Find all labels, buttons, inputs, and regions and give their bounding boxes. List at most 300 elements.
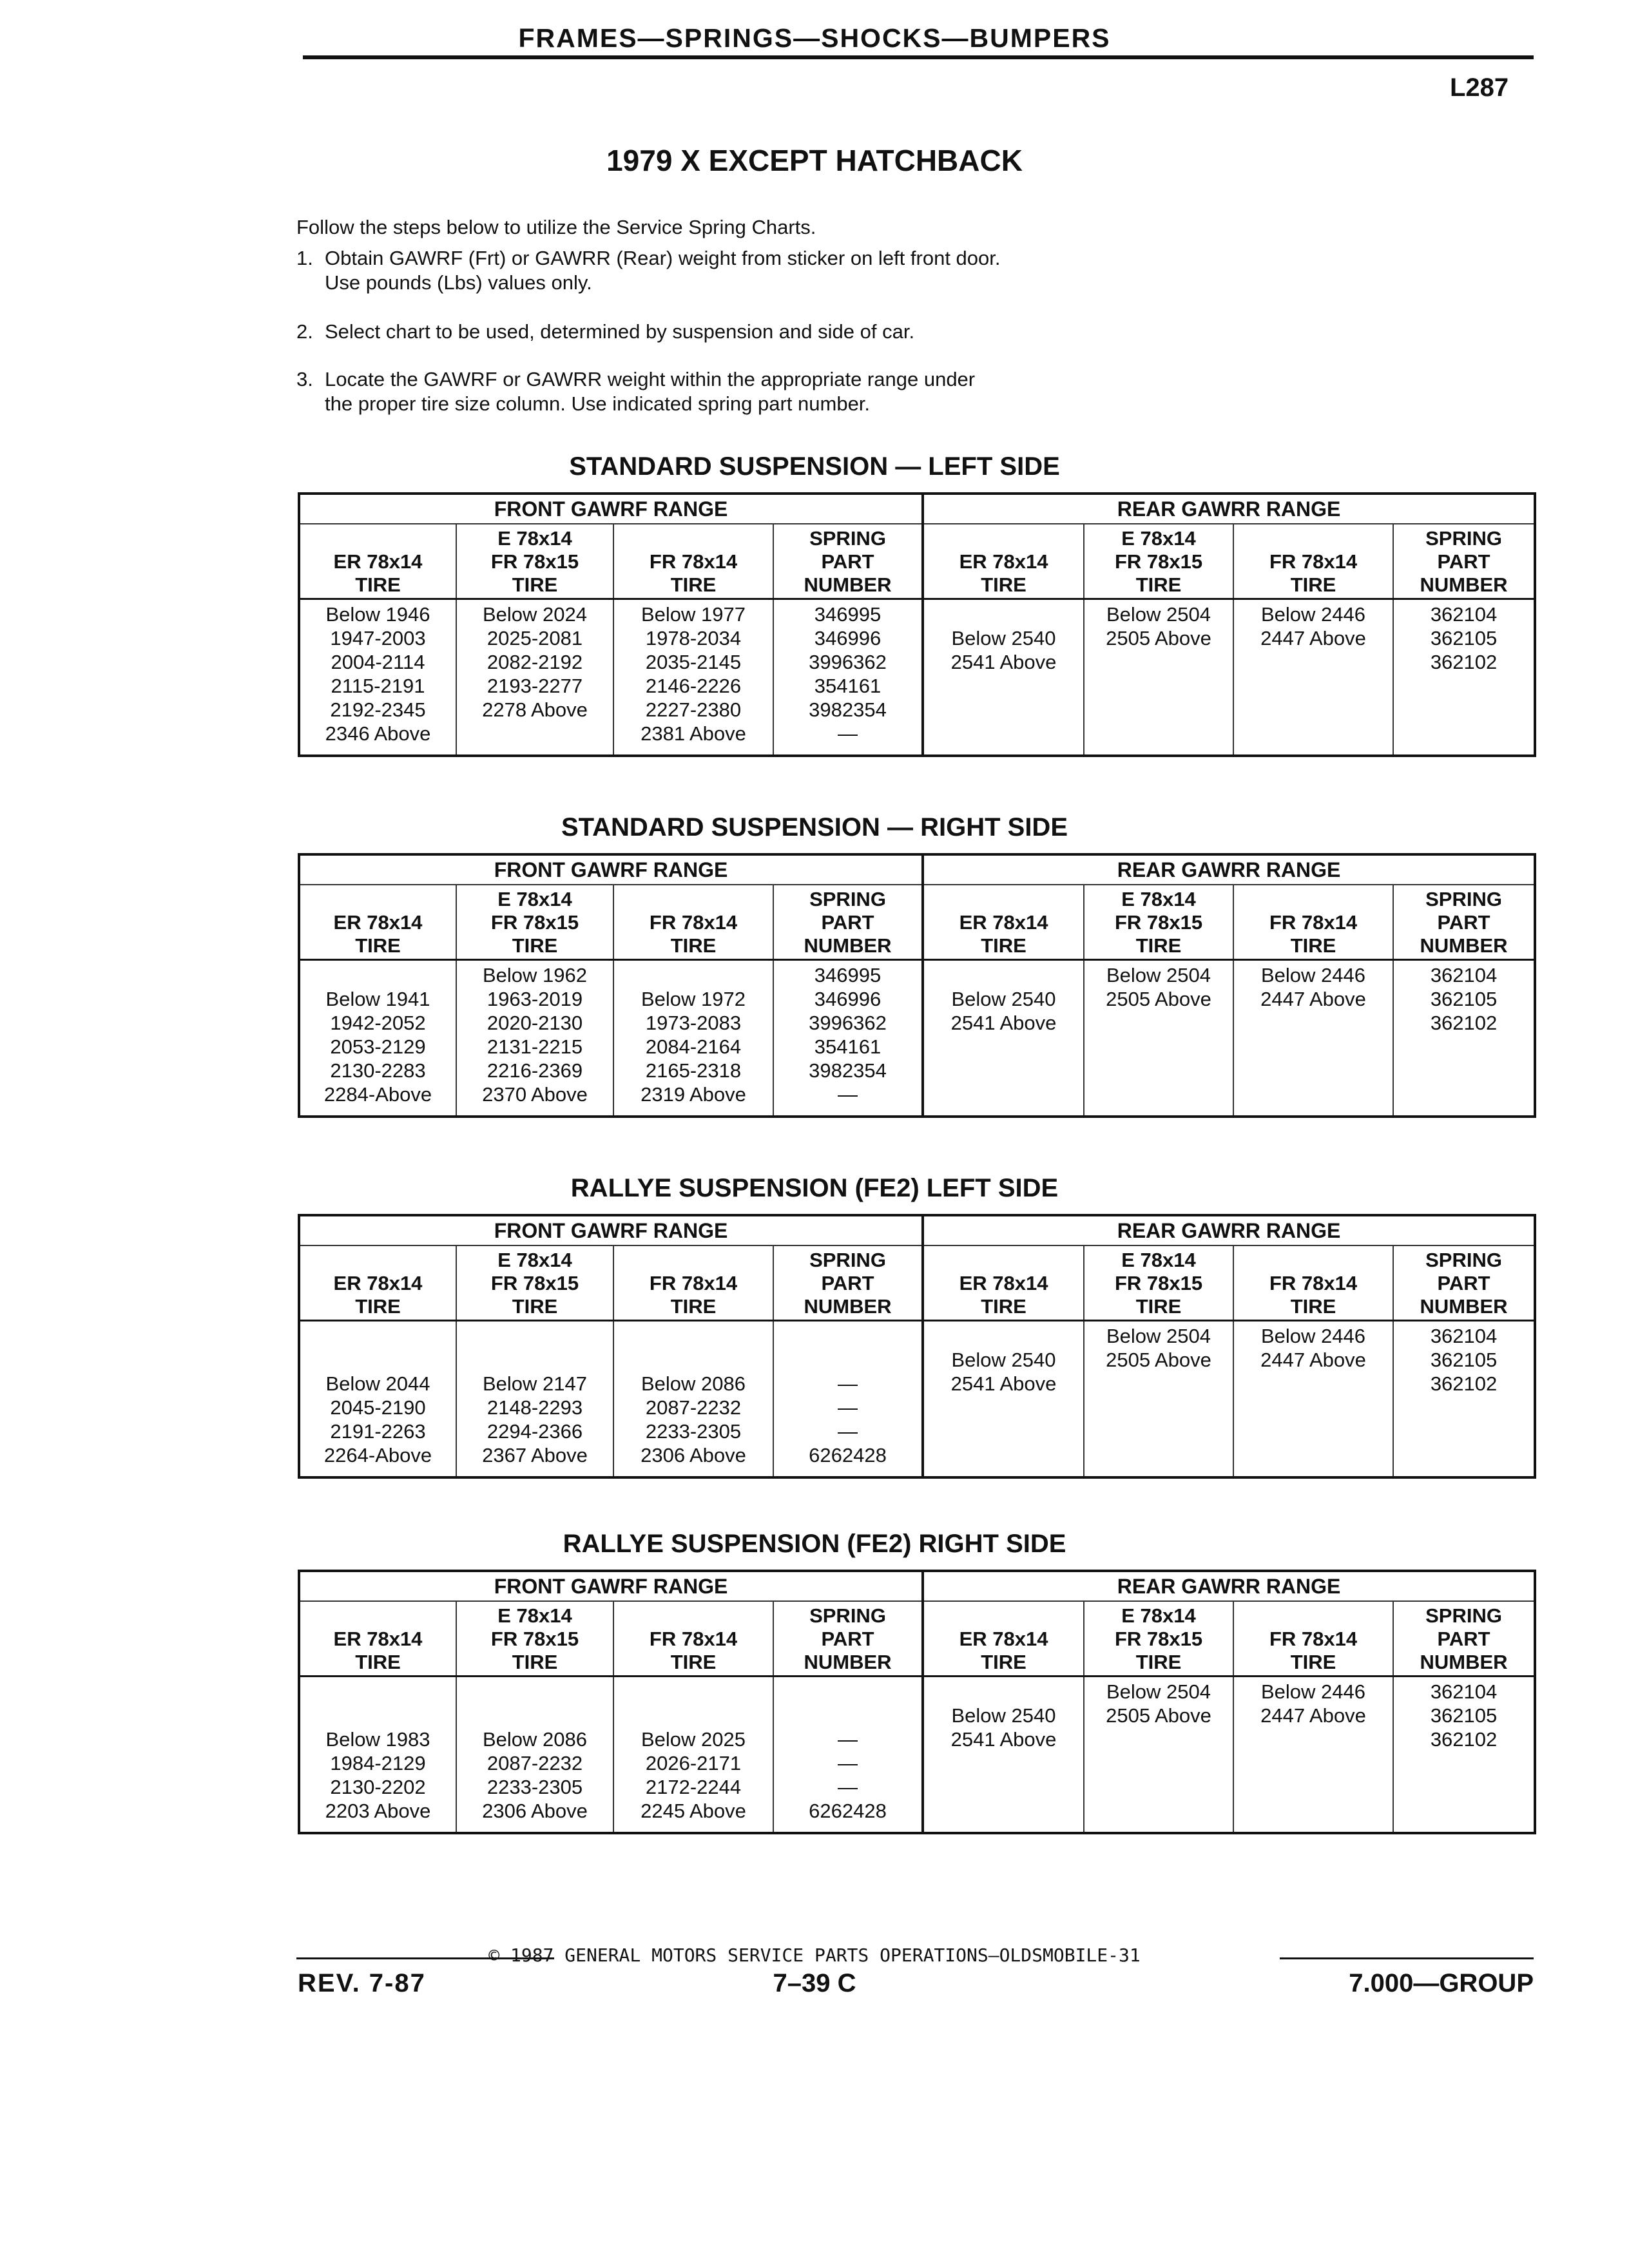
front-column-header xyxy=(773,524,923,599)
spring-chart-table xyxy=(298,1214,1536,1479)
spring-table-cell xyxy=(459,722,610,745)
column-header-line: NUMBER xyxy=(1420,1295,1508,1318)
step-number: 2. xyxy=(296,320,313,343)
spring-table-cell: 362105 xyxy=(1430,627,1498,649)
column-header-line xyxy=(1237,1604,1390,1628)
spring-table-cell xyxy=(1396,674,1531,698)
spring-table-cell xyxy=(776,1324,919,1348)
rear-column-header xyxy=(1084,885,1233,960)
spring-table-cell: 1963-2019 xyxy=(487,988,583,1010)
column-header-line: TIRE xyxy=(670,573,717,596)
spring-table-cell xyxy=(1237,1372,1390,1396)
footer-group: 7.000—GROUP xyxy=(1349,1969,1534,1997)
column-header-line: SPRING xyxy=(1425,1249,1502,1271)
spring-table-cell xyxy=(776,1704,919,1727)
spring-table-cell: Below 2540 xyxy=(951,988,1056,1010)
spring-table-cell: Below 2504 xyxy=(1106,964,1211,986)
column-header-line: E 78x14 xyxy=(1121,1604,1196,1627)
spring-table-cell: Below 2446 xyxy=(1261,1325,1366,1347)
spring-table-cell xyxy=(459,1324,610,1348)
spring-table-cell: Below 2446 xyxy=(1261,964,1366,986)
column-header-line: ER 78x14 xyxy=(959,1628,1048,1650)
spring-table-cell: 362102 xyxy=(1430,1372,1498,1395)
footer-page-number: 7–39 C xyxy=(773,1969,856,1997)
spring-table-cell: 2227-2380 xyxy=(645,698,742,721)
rear-value-column xyxy=(923,1321,1084,1478)
rear-value-column xyxy=(1393,1677,1535,1834)
front-column-header xyxy=(456,885,613,960)
spring-table-cell: 2084-2164 xyxy=(645,1035,742,1058)
spring-table-cell: Below 2540 xyxy=(951,1704,1056,1727)
rear-column-header xyxy=(1084,524,1233,599)
column-header-line: TIRE xyxy=(355,934,401,957)
spring-table-cell: 2191-2263 xyxy=(330,1420,426,1443)
column-header-line: PART xyxy=(1437,550,1490,573)
front-gawrf-range-header: FRONT GAWRF RANGE xyxy=(299,1215,923,1245)
rear-gawrr-range-header: REAR GAWRR RANGE xyxy=(923,1571,1535,1601)
column-header-line xyxy=(1237,527,1390,550)
rear-gawrr-range-header: REAR GAWRR RANGE xyxy=(923,1215,1535,1245)
column-header-line: ER 78x14 xyxy=(333,1628,423,1650)
rear-column-header xyxy=(1393,524,1535,599)
footer-revision: REV. 7-87 xyxy=(298,1969,426,1997)
spring-table-cell: Below 2504 xyxy=(1106,1325,1211,1347)
column-header-line: TIRE xyxy=(512,573,558,596)
instruction-step xyxy=(296,367,1070,445)
column-header-line: FR 78x15 xyxy=(490,1272,579,1294)
rear-column-header xyxy=(1084,1245,1233,1321)
spring-table-cell: — xyxy=(838,1752,858,1774)
front-value-column xyxy=(773,599,923,756)
front-gawrf-range-header: FRONT GAWRF RANGE xyxy=(299,854,923,885)
spring-table-cell: 2447 Above xyxy=(1260,1349,1366,1371)
rear-value-column xyxy=(1393,599,1535,756)
rear-value-column xyxy=(1084,599,1233,756)
spring-table-cell: 354161 xyxy=(814,1035,882,1058)
column-header-line: TIRE xyxy=(670,1651,717,1673)
spring-table-cell: 346995 xyxy=(814,603,882,626)
spring-table-cell xyxy=(776,1680,919,1704)
column-header-line xyxy=(617,888,770,911)
front-column-header xyxy=(773,885,923,960)
chart-title: STANDARD SUSPENSION — LEFT SIDE xyxy=(569,452,1060,481)
spring-table-cell xyxy=(1087,698,1230,722)
column-header-line: TIRE xyxy=(981,1651,1027,1673)
spring-table-cell xyxy=(1396,1443,1531,1467)
column-header-line: E 78x14 xyxy=(497,888,572,910)
front-value-column xyxy=(456,960,613,1117)
column-header-line: TIRE xyxy=(981,573,1027,596)
spring-table-cell: 2541 Above xyxy=(950,1372,1057,1395)
spring-table-cell: Below 1977 xyxy=(641,603,746,626)
spring-table-cell: 2004-2114 xyxy=(331,651,425,673)
front-value-column xyxy=(613,1321,773,1478)
spring-table-cell: Below 2446 xyxy=(1261,603,1366,626)
spring-table-cell xyxy=(927,1059,1081,1082)
rear-column-header xyxy=(1233,885,1393,960)
spring-table-cell xyxy=(1237,722,1390,745)
step-text: Locate the GAWRF or GAWRR weight within the appropriate range under the proper tire size column. Use indicated spring part number. xyxy=(325,368,976,415)
front-gawrf-range-header: FRONT GAWRF RANGE xyxy=(299,1571,923,1601)
spring-table-cell xyxy=(1396,698,1531,722)
column-header-line: FR 78x14 xyxy=(1269,911,1358,934)
rear-column-header xyxy=(923,524,1084,599)
column-header-line: FR 78x15 xyxy=(1114,550,1203,573)
column-header-line: FR 78x14 xyxy=(649,1272,738,1294)
column-header-line: SPRING xyxy=(1425,1604,1502,1627)
spring-table-cell xyxy=(1396,722,1531,745)
column-header-line: TIRE xyxy=(355,1295,401,1318)
spring-table-cell: — xyxy=(838,1776,858,1798)
spring-table-cell: — xyxy=(838,1372,858,1395)
column-header-line: TIRE xyxy=(1135,934,1182,957)
document-title: 1979 X EXCEPT HATCHBACK xyxy=(606,144,1023,177)
rear-value-column xyxy=(1393,1321,1535,1478)
instruction-step xyxy=(296,246,1070,298)
column-header-line xyxy=(303,527,453,550)
spring-table-cell: 2115-2191 xyxy=(331,675,425,697)
column-header-line: SPRING xyxy=(1425,527,1502,550)
instruction-step xyxy=(296,320,1070,345)
spring-table-cell xyxy=(1087,1419,1230,1443)
spring-table-cell: 2131-2215 xyxy=(487,1035,583,1058)
front-column-header xyxy=(456,1245,613,1321)
spring-table-cell: 1978-2034 xyxy=(645,627,742,649)
column-header-line: NUMBER xyxy=(1420,1651,1508,1673)
spring-table-cell: — xyxy=(838,1083,858,1106)
front-column-header xyxy=(456,524,613,599)
spring-table-cell: 2447 Above xyxy=(1260,1704,1366,1727)
column-header-line: TIRE xyxy=(1135,1295,1182,1318)
spring-table-cell: 1947-2003 xyxy=(330,627,426,649)
spring-table-cell: 2447 Above xyxy=(1260,627,1366,649)
column-header-line: ER 78x14 xyxy=(959,1272,1048,1294)
front-value-column xyxy=(613,960,773,1117)
section-header-title: FRAMES—SPRINGS—SHOCKS—BUMPERS xyxy=(518,23,1111,53)
spring-table-cell xyxy=(1237,650,1390,674)
column-header-line: E 78x14 xyxy=(497,1604,572,1627)
rear-value-column xyxy=(1393,960,1535,1117)
spring-table-cell: 1973-2083 xyxy=(645,1012,742,1034)
spring-chart-table xyxy=(298,492,1536,757)
column-header-line xyxy=(927,1604,1081,1628)
spring-table-cell: 3996362 xyxy=(809,1012,887,1034)
spring-table-cell: 2025-2081 xyxy=(487,627,583,649)
column-header-line: TIRE xyxy=(981,934,1027,957)
spring-table-cell xyxy=(303,1324,453,1348)
spring-table-cell: 362104 xyxy=(1430,1325,1498,1347)
spring-table-cell xyxy=(1087,722,1230,745)
spring-table-cell xyxy=(1237,1396,1390,1419)
front-column-header xyxy=(613,885,773,960)
spring-table-cell: 2306 Above xyxy=(482,1800,588,1822)
column-header-line: TIRE xyxy=(1290,934,1336,957)
column-header-line: FR 78x15 xyxy=(1114,911,1203,934)
spring-table-cell: 2381 Above xyxy=(641,722,746,745)
rear-value-column xyxy=(1084,1321,1233,1478)
spring-table-cell: 2319 Above xyxy=(641,1083,746,1106)
spring-table-cell xyxy=(617,963,770,987)
spring-table-cell xyxy=(1237,1727,1390,1751)
spring-table-cell: 1984-2129 xyxy=(330,1752,426,1774)
header-rule xyxy=(303,55,1534,59)
column-header-line: E 78x14 xyxy=(1121,1249,1196,1271)
spring-table-cell: 2053-2129 xyxy=(330,1035,426,1058)
spring-table-cell: — xyxy=(838,1420,858,1443)
front-value-column xyxy=(299,599,456,756)
spring-table-cell xyxy=(617,1680,770,1704)
spring-chart-table xyxy=(298,1570,1536,1834)
spring-table-cell xyxy=(303,1348,453,1372)
spring-table-cell xyxy=(1237,698,1390,722)
spring-table-cell xyxy=(1087,1799,1230,1823)
instructions-intro: Follow the steps below to utilize the Service Spring Charts. xyxy=(296,216,816,238)
rear-value-column xyxy=(923,1677,1084,1834)
column-header-line: TIRE xyxy=(981,1295,1027,1318)
column-header-line: TIRE xyxy=(670,1295,717,1318)
spring-table-cell: 3996362 xyxy=(809,651,887,673)
spring-table-cell xyxy=(927,1324,1081,1348)
column-header-line: FR 78x14 xyxy=(1269,550,1358,573)
spring-table-cell: — xyxy=(838,1728,858,1751)
column-header-line xyxy=(617,1604,770,1628)
spring-table-cell xyxy=(1396,1751,1531,1775)
spring-table-cell xyxy=(1087,1059,1230,1082)
front-column-header xyxy=(456,1601,613,1677)
spring-table-cell xyxy=(459,1704,610,1727)
rear-value-column xyxy=(1233,599,1393,756)
rear-value-column xyxy=(1233,1677,1393,1834)
spring-table-cell xyxy=(1237,1799,1390,1823)
column-header-line xyxy=(1237,888,1390,911)
rear-column-header xyxy=(1084,1601,1233,1677)
spring-table-cell xyxy=(1396,1059,1531,1082)
spring-table-cell: 362105 xyxy=(1430,1704,1498,1727)
spring-table-cell: 362105 xyxy=(1430,988,1498,1010)
column-header-line: FR 78x15 xyxy=(1114,1628,1203,1650)
spring-table-cell: 2233-2305 xyxy=(487,1776,583,1798)
chart-title: RALLYE SUSPENSION (FE2) RIGHT SIDE xyxy=(563,1530,1066,1558)
column-header-line xyxy=(1237,1249,1390,1272)
column-header-line: E 78x14 xyxy=(497,527,572,550)
spring-table-cell: 2045-2190 xyxy=(330,1396,426,1419)
rear-column-header xyxy=(923,885,1084,960)
spring-table-cell: — xyxy=(838,722,858,745)
column-header-line: PART xyxy=(1437,1628,1490,1650)
spring-table-cell xyxy=(459,1680,610,1704)
front-value-column xyxy=(299,960,456,1117)
spring-table-cell: Below 2540 xyxy=(951,627,1056,649)
spring-table-cell xyxy=(927,1443,1081,1467)
spring-table-cell xyxy=(1237,1059,1390,1082)
spring-table-cell xyxy=(1237,1775,1390,1799)
spring-table-cell xyxy=(617,1704,770,1727)
column-header-line xyxy=(927,888,1081,911)
spring-table-cell: 2026-2171 xyxy=(645,1752,742,1774)
rear-column-header xyxy=(1233,1601,1393,1677)
spring-table-cell xyxy=(303,1704,453,1727)
rear-column-header xyxy=(923,1245,1084,1321)
step-number: 3. xyxy=(296,368,313,390)
column-header-line: PART xyxy=(821,911,874,934)
spring-table-cell xyxy=(1087,1035,1230,1059)
spring-table-cell xyxy=(1396,1035,1531,1059)
spring-table-cell xyxy=(927,674,1081,698)
spring-chart-table xyxy=(298,853,1536,1118)
spring-table-cell xyxy=(1237,1751,1390,1775)
column-header-line: FR 78x15 xyxy=(490,911,579,934)
spring-table-cell: Below 2025 xyxy=(641,1728,746,1751)
spring-table-cell: 2165-2318 xyxy=(645,1059,742,1082)
spring-table-cell: 2233-2305 xyxy=(645,1420,742,1443)
spring-table-cell xyxy=(927,1751,1081,1775)
front-column-header xyxy=(613,1245,773,1321)
chart-title: RALLYE SUSPENSION (FE2) LEFT SIDE xyxy=(570,1174,1059,1202)
front-value-column xyxy=(456,599,613,756)
spring-table-cell: 362102 xyxy=(1430,1728,1498,1751)
spring-table-cell: Below 1962 xyxy=(482,964,587,986)
step-text: Obtain GAWRF (Frt) or GAWRR (Rear) weight from sticker on left front door. Use pounds (Lbs) values only. xyxy=(325,247,1001,294)
spring-table-cell: Below 1946 xyxy=(325,603,430,626)
spring-table-cell: 2130-2202 xyxy=(330,1776,426,1798)
spring-table-cell xyxy=(927,722,1081,745)
spring-table-cell: Below 2086 xyxy=(641,1372,746,1395)
column-header-line: TIRE xyxy=(512,1651,558,1673)
footer-copyright: © 1987 GENERAL MOTORS SERVICE PARTS OPERATIONS—OLDSMOBILE-31 xyxy=(488,1945,1141,1966)
spring-table-cell xyxy=(1396,1419,1531,1443)
column-header-line: NUMBER xyxy=(804,573,892,596)
spring-table-cell: 2130-2283 xyxy=(330,1059,426,1082)
spring-table-cell xyxy=(303,963,453,987)
spring-table-cell: 2306 Above xyxy=(641,1444,746,1466)
front-column-header xyxy=(299,524,456,599)
spring-table-cell xyxy=(1087,1011,1230,1035)
step-text: Select chart to be used, determined by suspension and side of car. xyxy=(325,320,915,343)
spring-table-cell xyxy=(927,1799,1081,1823)
column-header-line xyxy=(617,527,770,550)
spring-table-cell xyxy=(1087,674,1230,698)
spring-table-cell: 6262428 xyxy=(809,1800,887,1822)
rear-value-column xyxy=(1233,1321,1393,1478)
spring-table-cell: 3982354 xyxy=(809,698,887,721)
column-header-line: FR 78x14 xyxy=(649,911,738,934)
spring-table-cell: Below 1941 xyxy=(325,988,430,1010)
column-header-line: SPRING xyxy=(809,1249,886,1271)
spring-table-cell: Below 1972 xyxy=(641,988,746,1010)
spring-table-cell xyxy=(459,1348,610,1372)
spring-table-cell: 2370 Above xyxy=(482,1083,588,1106)
spring-table-cell xyxy=(927,602,1081,626)
rear-column-header xyxy=(1233,524,1393,599)
spring-table-cell xyxy=(1087,1396,1230,1419)
rear-gawrr-range-header: REAR GAWRR RANGE xyxy=(923,494,1535,524)
rear-value-column xyxy=(1084,1677,1233,1834)
spring-table-cell: Below 2504 xyxy=(1106,1680,1211,1703)
spring-table-cell: 2278 Above xyxy=(482,698,588,721)
front-value-column xyxy=(456,1677,613,1834)
spring-table-cell xyxy=(1087,1372,1230,1396)
spring-table-cell: Below 1983 xyxy=(325,1728,430,1751)
column-header-line: ER 78x14 xyxy=(959,550,1048,573)
spring-table-cell: 2148-2293 xyxy=(487,1396,583,1419)
column-header-line: FR 78x14 xyxy=(649,550,738,573)
spring-table-cell: 2541 Above xyxy=(950,1012,1057,1034)
spring-table-cell: 2193-2277 xyxy=(487,675,583,697)
spring-table-cell: 362102 xyxy=(1430,1012,1498,1034)
front-column-header xyxy=(613,524,773,599)
spring-table-cell xyxy=(1237,1011,1390,1035)
spring-table-cell: — xyxy=(838,1396,858,1419)
spring-table-cell: 2035-2145 xyxy=(645,651,742,673)
column-header-line: TIRE xyxy=(1290,1651,1336,1673)
front-value-column xyxy=(773,960,923,1117)
column-header-line: PART xyxy=(821,1628,874,1650)
spring-table-cell: 2346 Above xyxy=(325,722,431,745)
spring-table-cell xyxy=(927,1035,1081,1059)
spring-table-cell: 2505 Above xyxy=(1106,627,1211,649)
column-header-line: TIRE xyxy=(355,1651,401,1673)
column-header-line: SPRING xyxy=(809,888,886,910)
spring-table-cell: 2505 Above xyxy=(1106,1704,1211,1727)
spring-table-cell xyxy=(1396,1396,1531,1419)
column-header-line: E 78x14 xyxy=(497,1249,572,1271)
column-header-line xyxy=(617,1249,770,1272)
front-column-header xyxy=(299,1245,456,1321)
rear-column-header xyxy=(1393,1601,1535,1677)
column-header-line: FR 78x14 xyxy=(1269,1628,1358,1650)
spring-table-cell xyxy=(617,1324,770,1348)
spring-table-cell: 2087-2232 xyxy=(645,1396,742,1419)
spring-table-cell: 354161 xyxy=(814,675,882,697)
spring-table-cell xyxy=(1237,1419,1390,1443)
spring-table-cell: 2284-Above xyxy=(323,1083,432,1106)
column-header-line: NUMBER xyxy=(1420,573,1508,596)
rear-value-column xyxy=(1084,960,1233,1117)
spring-table-cell: 2264-Above xyxy=(323,1444,432,1466)
spring-table-cell: 346996 xyxy=(814,627,882,649)
spring-table-cell: 362104 xyxy=(1430,603,1498,626)
spring-table-cell: 2367 Above xyxy=(482,1444,588,1466)
column-header-line: NUMBER xyxy=(804,1295,892,1318)
spring-table-cell xyxy=(1396,1082,1531,1106)
spring-table-cell xyxy=(776,1348,919,1372)
front-gawrf-range-header: FRONT GAWRF RANGE xyxy=(299,494,923,524)
spring-table-cell xyxy=(927,1775,1081,1799)
rear-value-column xyxy=(1233,960,1393,1117)
column-header-line: ER 78x14 xyxy=(333,911,423,934)
rear-gawrr-range-header: REAR GAWRR RANGE xyxy=(923,854,1535,885)
spring-table-cell xyxy=(1087,1443,1230,1467)
column-header-line: TIRE xyxy=(355,573,401,596)
spring-table-cell xyxy=(927,1419,1081,1443)
spring-table-cell: 2505 Above xyxy=(1106,988,1211,1010)
column-header-line: PART xyxy=(821,550,874,573)
column-header-line xyxy=(927,527,1081,550)
spring-table-cell: 2541 Above xyxy=(950,1728,1057,1751)
spring-table-cell xyxy=(1396,1775,1531,1799)
spring-table-cell: Below 2044 xyxy=(325,1372,430,1395)
column-header-line: NUMBER xyxy=(804,1651,892,1673)
column-header-line xyxy=(303,1604,453,1628)
spring-table-cell xyxy=(1087,650,1230,674)
spring-table-cell: 2447 Above xyxy=(1260,988,1366,1010)
column-header-line: PART xyxy=(821,1272,874,1294)
column-header-line: SPRING xyxy=(809,1604,886,1627)
column-header-line: ER 78x14 xyxy=(333,550,423,573)
spring-table-cell: Below 2024 xyxy=(482,603,587,626)
front-value-column xyxy=(456,1321,613,1478)
spring-table-cell: 346995 xyxy=(814,964,882,986)
